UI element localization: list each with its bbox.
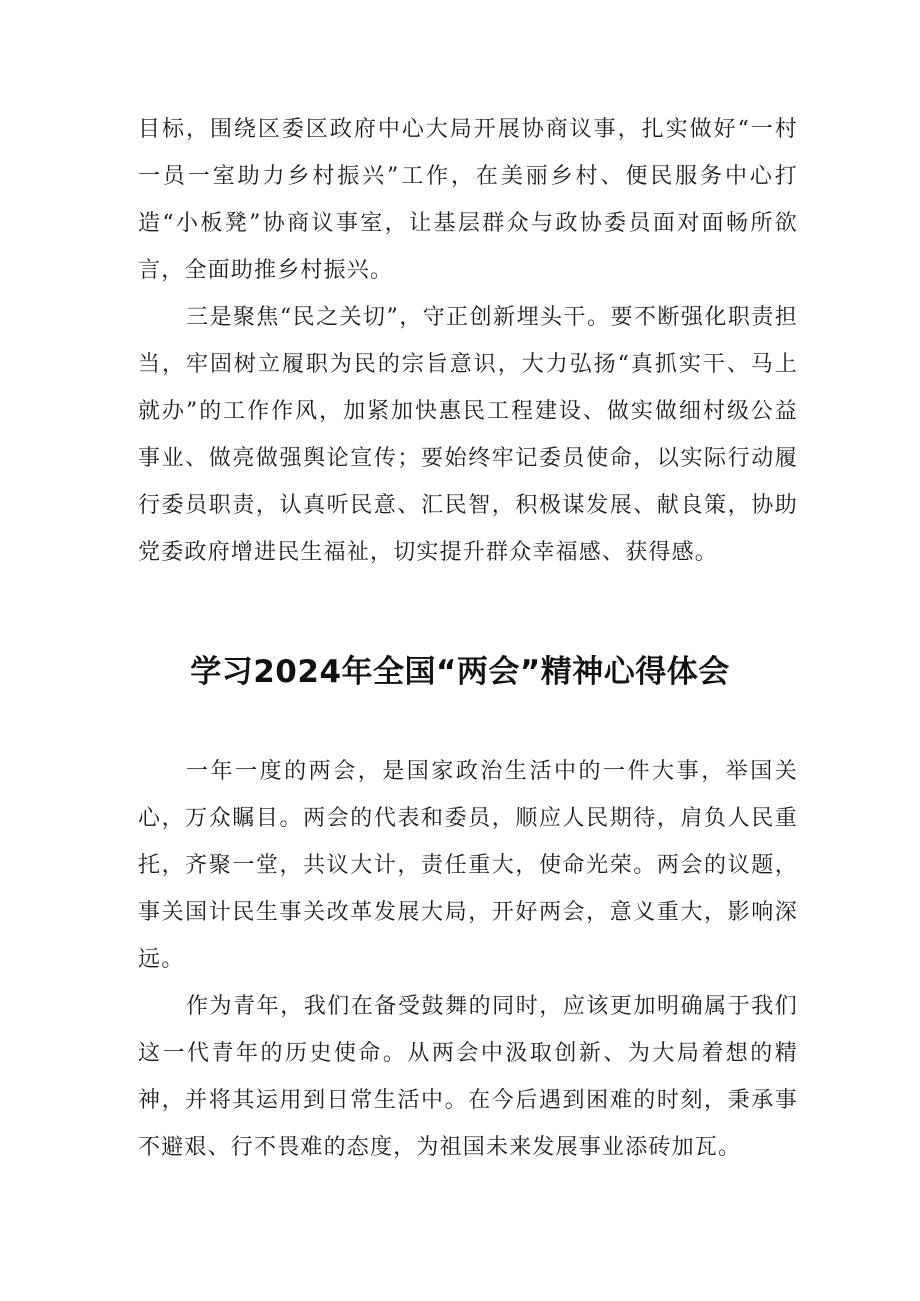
paragraph-point-three: 三是聚焦“民之关切”，守正创新埋头干。要不断强化职责担当，牢固树立履职为民的宗旨意识，大力弘扬“真抓实干、马上就办”的工作作风，加紧加快惠民工程建设、做实做细村级公益事业、做亮做强舆论宣传；要始终牢记委员使命，以实际行动履行委员职责，认真听民意、汇民智，积极谋发展、献良策，协助党委政府增进民生福祉，切实提升群众幸福感、获得感。 bbox=[138, 305, 798, 565]
article-title: 学习2024年全国“两会”精神心得体会 bbox=[190, 654, 730, 690]
article-paragraph-two: 作为青年，我们在备受鼓舞的同时，应该更加明确属于我们这一代青年的历史使命。从两会中汲取创新、为大局着想的精神，并将其运用到日常生活中。在今后遇到困难的时刻，秉承事不避艰、行不畏难的态度，为祖国未来发展事业添砖加瓦。 bbox=[138, 994, 798, 1160]
article-body bbox=[138, 748, 798, 1171]
paragraph-continuation: 目标，围绕区委区政府中心大局开展协商议事，扎实做好“一村一员一室助力乡村振兴”工作，在美丽乡村、便民服务中心打造“小板凳”协商议事室，让基层群众与政协委员面对面畅所欲言，全面助推乡村振兴。 bbox=[138, 117, 798, 283]
article-paragraph-one: 一年一度的两会，是国家政治生活中的一件大事，举国关心，万众瞩目。两会的代表和委员，顺应人民期待，肩负人民重托，齐聚一堂，共议大计，责任重大，使命光荣。两会的议题，事关国计民生事关改革发展大局，开好两会，意义重大，影响深远。 bbox=[138, 759, 798, 972]
section-one bbox=[138, 106, 798, 576]
